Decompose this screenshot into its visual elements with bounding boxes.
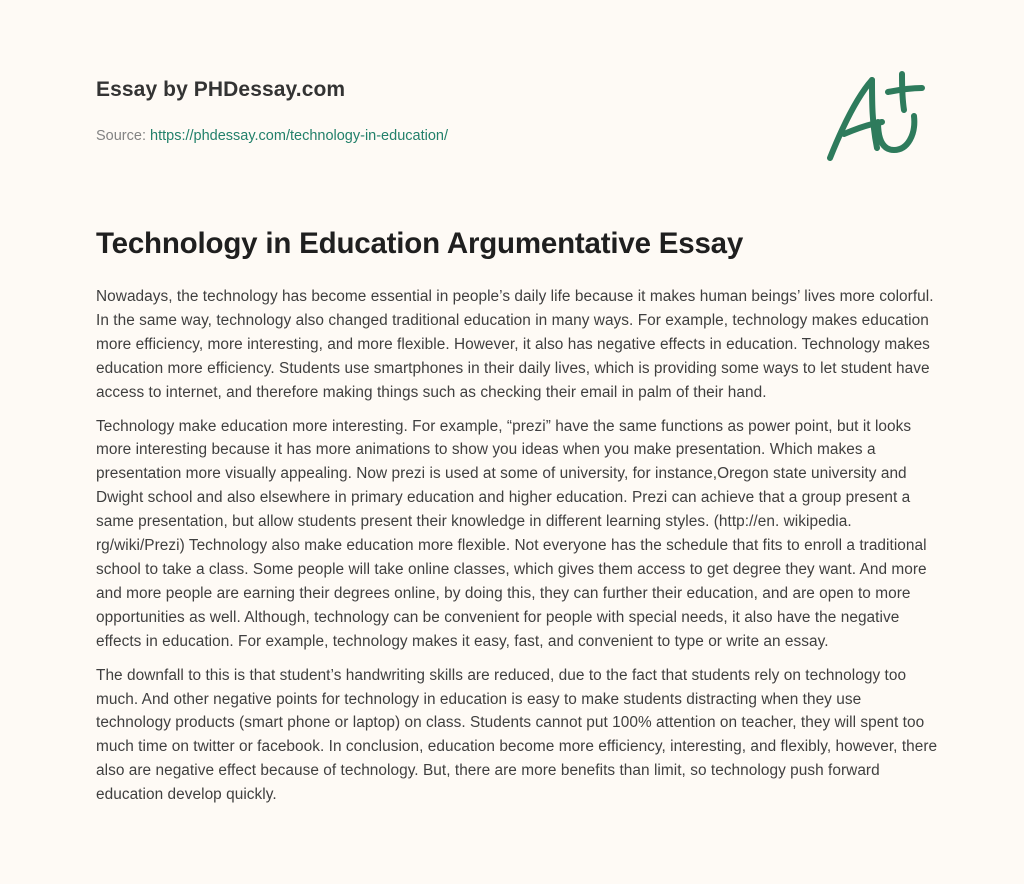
source-link[interactable]: https://phdessay.com/technology-in-education/ (150, 128, 448, 144)
source-line (96, 126, 928, 146)
article-body (96, 285, 938, 817)
paragraph: Nowadays, the technology has become essential in people’s daily life because it makes human beings’ lives more colorful. In the same way, technology also changed traditional education in many ways. For example, technology makes education more efficiency, more interesting, and more flexible. However, it also has negative effects in education. Technology makes education more efficiency. Students use smartphones in their daily lives, which is providing some ways to let student have access to internet, and therefore making things such as checking their email in palm of their hand. (96, 288, 934, 401)
paragraph: The downfall to this is that student’s handwriting skills are reduced, due to the fact that students rely on technology too much. And other negative points for technology in education is easy to make students distracting when they use technology products (smart phone or laptop) on class. Students cannot put 100% attention on teacher, they will spent too much time on twitter or facebook. In conclusion, education become more efficiency, interesting, and flexibly, however, there also are negative effect because of technology. But, there are more benefits than limit, so technology push forward education develop quickly. (96, 666, 938, 804)
source-label: Source: (96, 128, 146, 144)
paragraph: Technology make education more interesting. For example, “prezi” have the same functions as power point, but it looks more interesting because it has more animations to show you ideas when you make presentation. Which makes a presentation more visually appealing. Now prezi is used at some of university, for instance,Oregon state university and Dwight school and also elsewhere in primary education and higher education. Prezi can achieve that a group present a same presentation, but allow students present their knowledge in different learning styles. (http://en. wikipedia. rg/wiki/Prezi) Technology also make education more flexible. Not everyone has the schedule that fits to enroll a traditional school to take a class. Some people will take online classes, which gives them access to get degree they want. And more and more people are earning their degrees online, by doing this, they can further their education, and are open to more opportunities as well. Although, technology can be convenient for people with special needs, it also have the negative effects in education. For example, technology makes it easy, fast, and convenient to type or write an essay. (96, 417, 927, 650)
a-plus-grade-icon (822, 68, 930, 166)
article-title: Technology in Education Argumentative Essay (96, 227, 744, 260)
brand-title: Essay by PHDessay.com (96, 78, 346, 101)
page-header (96, 76, 928, 146)
